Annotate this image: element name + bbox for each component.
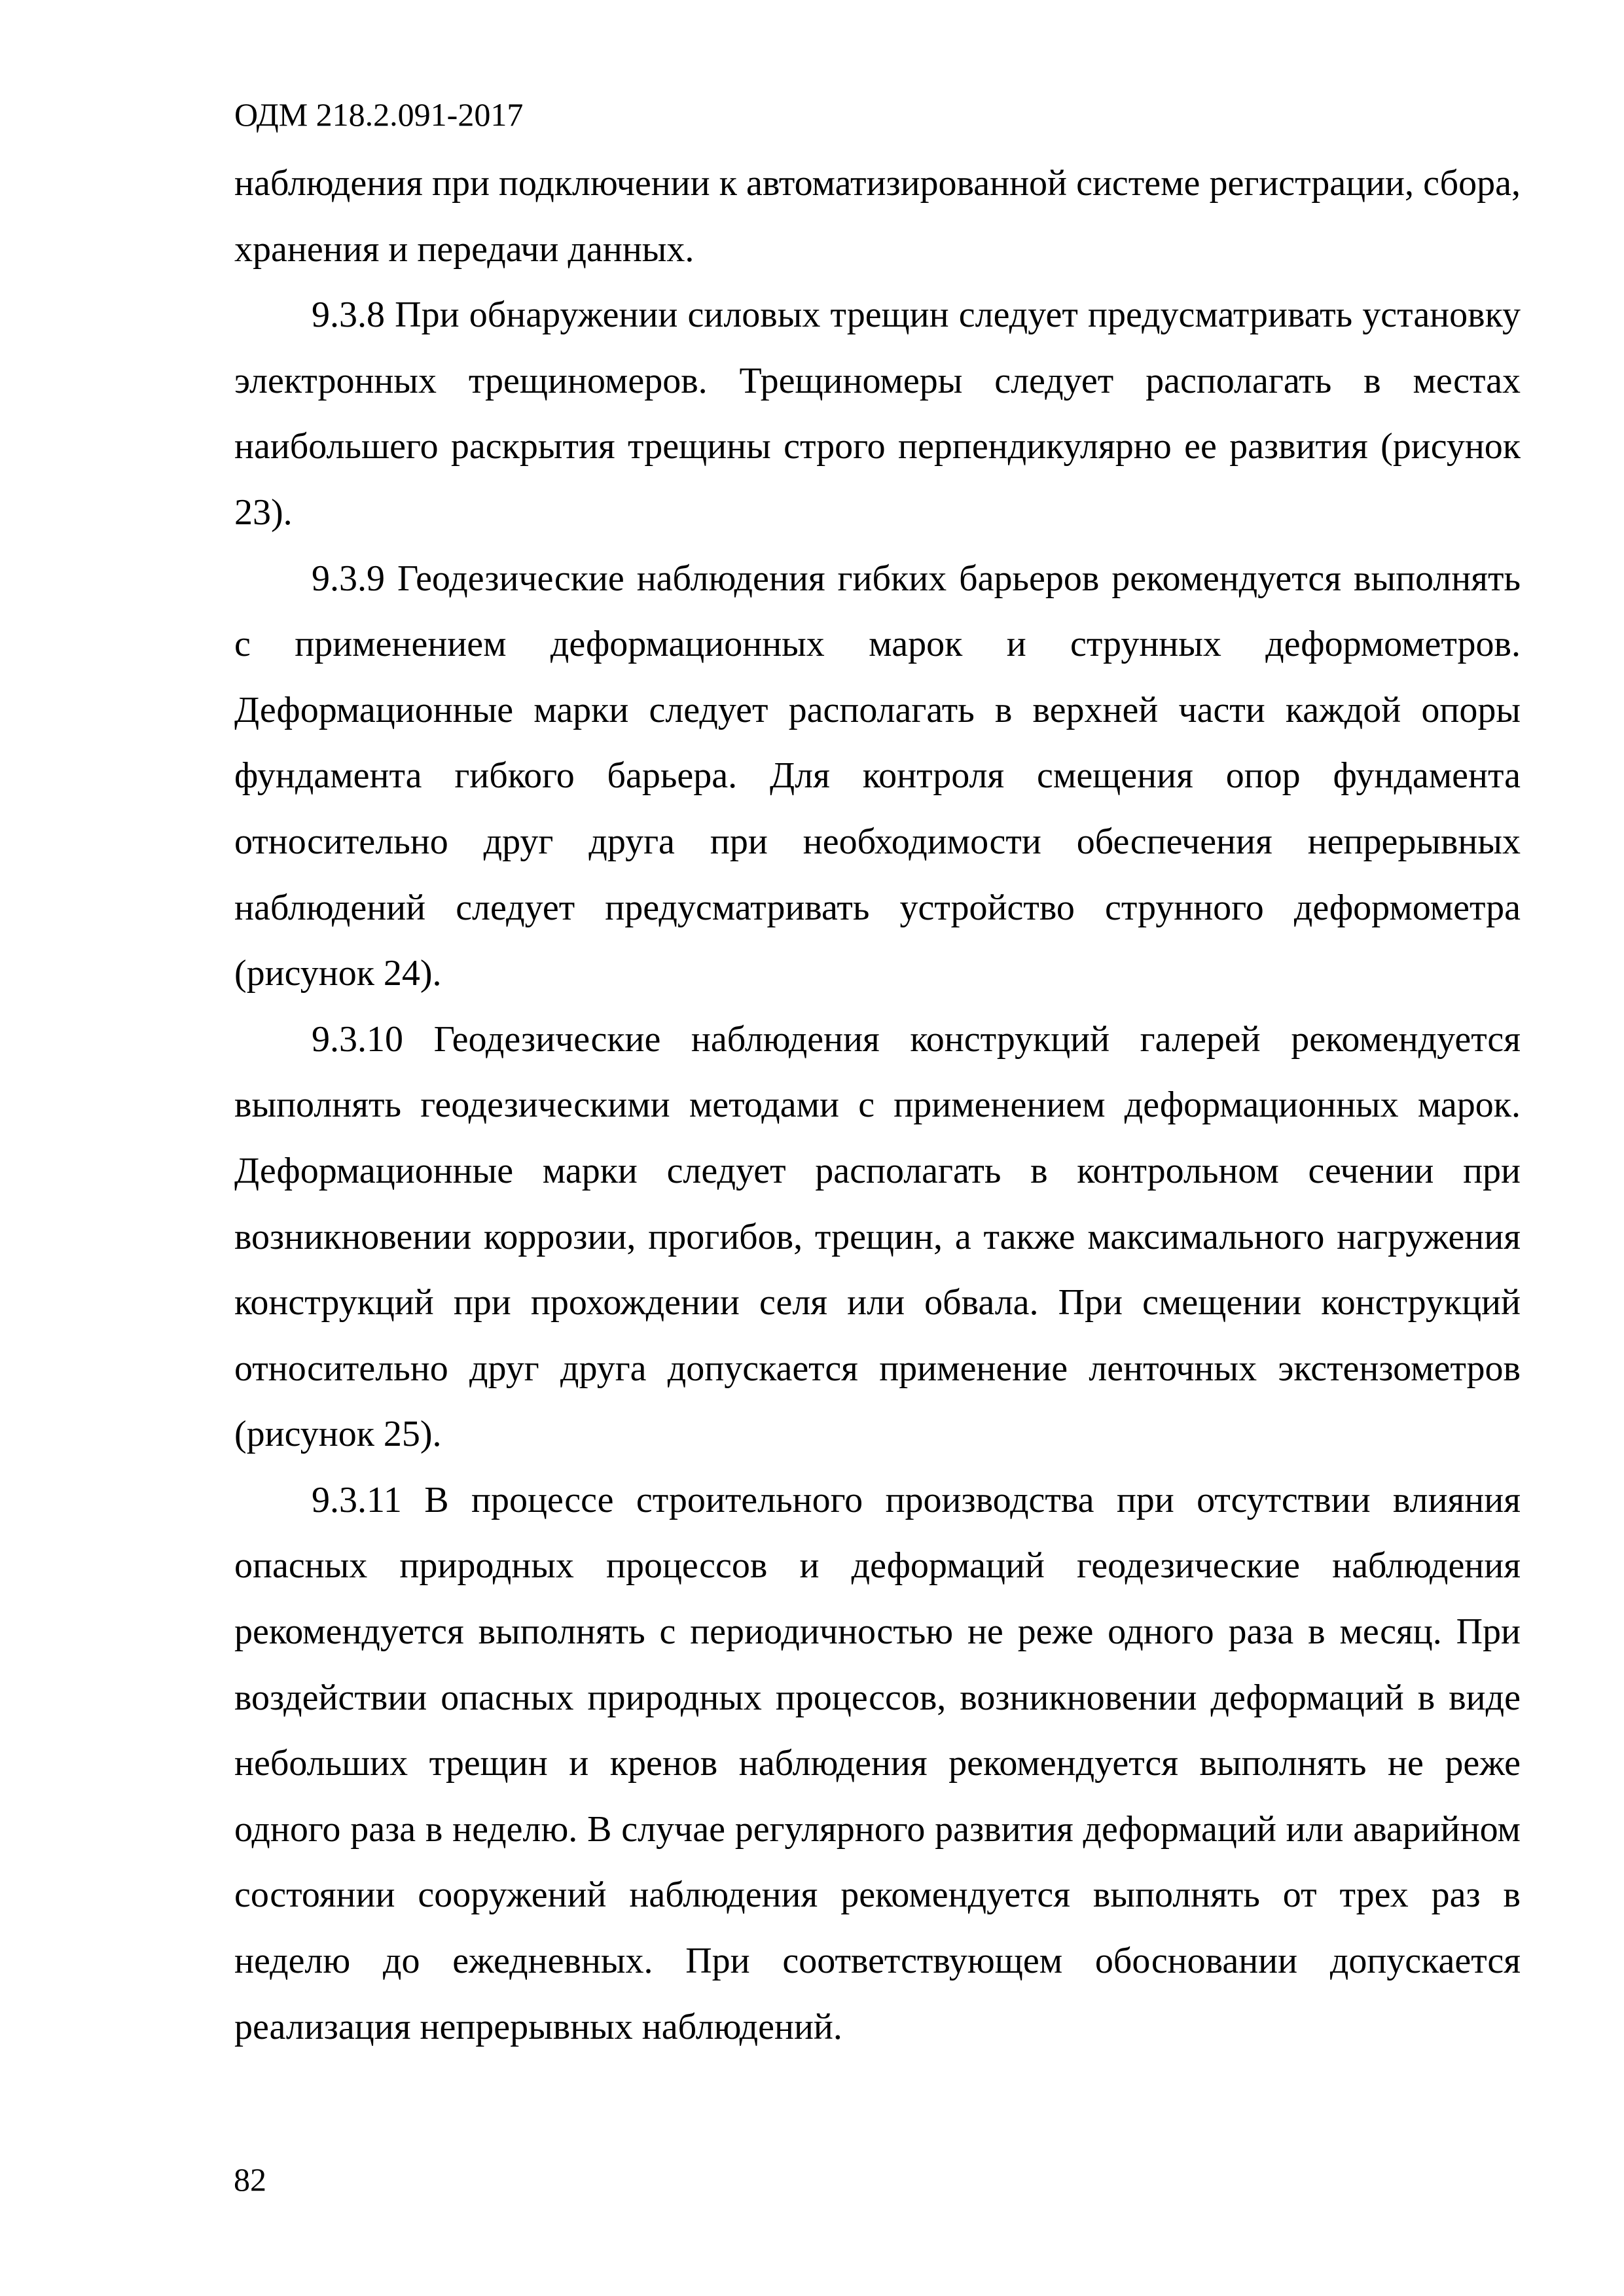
paragraph-9-3-8: 9.3.8 При обнаружении силовых трещин следует предусматривать установку электронных трещиномеров. Трещиномеры следует располагать в местах наибольшего раскрытия трещины строго перпендикулярно ее развития (рисунок 23). [234, 295, 1521, 533]
paragraph-continuation: наблюдения при подключении к автоматизированной системе регистрации, сбора, хранения и передачи данных. [234, 163, 1521, 270]
document-code-header: ОДМ 218.2.091-2017 [234, 96, 524, 133]
paragraph-9-3-11: 9.3.11 В процессе строительного производства при отсутствии влияния опасных природных процессов и деформаций геодезические наблюдения рекомендуется выполнять с периодичностью не реже одного раза в месяц. При воздействии опасных природных процессов, возникновении деформаций в виде небольших трещин и кренов наблюдения рекомендуется выполнять не реже одного раза в неделю. В случае регулярного развития деформаций или аварийном состоянии сооружений наблюдения рекомендуется выполнять от трех раз в неделю до ежедневных. При соответствующем обосновании допускается реализация непрерывных наблюдений. [234, 1479, 1521, 2047]
document-body [234, 151, 1521, 2060]
page-number: 82 [234, 2161, 266, 2198]
paragraph-9-3-10: 9.3.10 Геодезические наблюдения конструкций галерей рекомендуется выполнять геодезическими методами с применением деформационных марок. Деформационные марки следует располагать в контрольном сечении при возникновении коррозии, прогибов, трещин, а также максимального нагружения конструкций при прохождении селя или обвала. При смещении конструкций относительно друг друга допускается применение ленточных экстензометров (рисунок 25). [234, 1018, 1521, 1455]
paragraph-9-3-9: 9.3.9 Геодезические наблюдения гибких барьеров рекомендуется выполнять с применением деформационных марок и струнных деформометров. Деформационные марки следует располагать в верхней части каждой опоры фундамента гибкого барьера. Для контроля смещения опор фундамента относительно друг друга при необходимости обеспечения непрерывных наблюдений следует предусматривать устройство струнного деформометра (рисунок 24). [234, 558, 1521, 994]
